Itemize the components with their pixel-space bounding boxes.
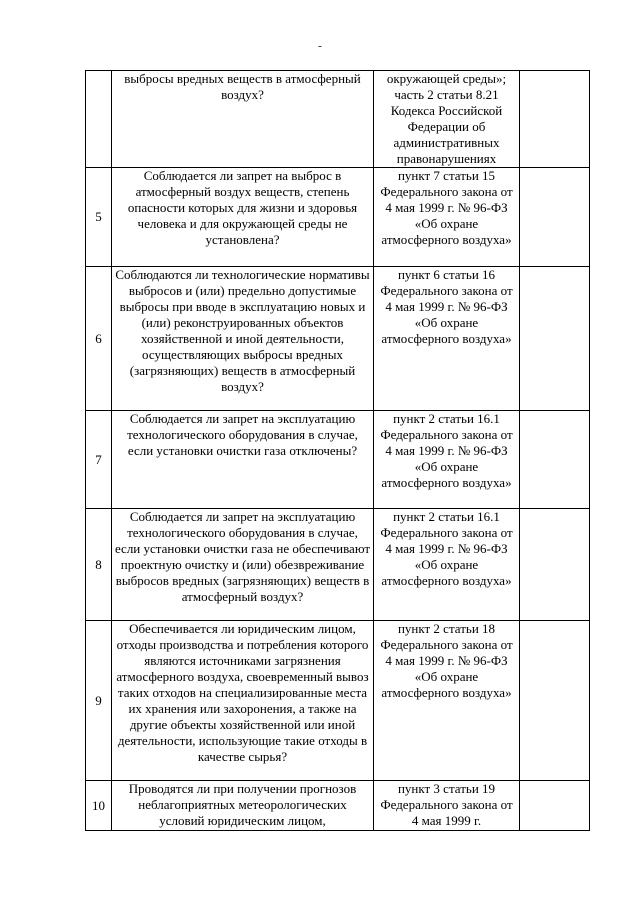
reference-cell: [374, 621, 520, 781]
reference-cell: [374, 509, 520, 621]
answer-cell: [520, 621, 590, 781]
reference-cell: [374, 71, 520, 168]
answer-cell: [520, 267, 590, 411]
question-text: Соблюдается ли запрет на эксплуатацию технологического оборудования в случае, если установки очистки газа отключены?: [127, 411, 358, 458]
table-row: [86, 168, 590, 267]
table-row: [86, 411, 590, 509]
legal-reference-text: пункт 7 статьи 15 Федерального закона от 4 мая 1999 г. № 96-ФЗ «Об охране атмосферного воздуха»: [380, 168, 513, 247]
legal-reference-text: пункт 2 статьи 18 Федерального закона от 4 мая 1999 г. № 96-ФЗ «Об охране атмосферного воздуха»: [380, 621, 513, 700]
legal-reference-text: пункт 2 статьи 16.1 Федерального закона от 4 мая 1999 г. № 96-ФЗ «Об охране атмосферного воздуха»: [380, 411, 513, 490]
reference-cell: [374, 267, 520, 411]
row-number: 6: [86, 267, 112, 411]
question-text: Соблюдается ли запрет на эксплуатацию технологического оборудования в случае, если установки очистки газа не обеспечивают проектную очистку и (или) обезвреживание выбросов вредных (загрязняющих) веществ в атмосферный воздух?: [114, 509, 371, 604]
question-text: Соблюдается ли запрет на выброс в атмосферный воздух веществ, степень опасности которых для жизни и здоровья человека и для окружающей среды не установлена?: [127, 168, 358, 247]
row-number: 10: [86, 781, 112, 831]
question-text: Обеспечивается ли юридическим лицом, отходы производства и потребления которого являются источниками загрязнения атмосферного воздуха, своевременный вывоз таких отходов на специализированные места их хранения или захоронения, а также на другие объекты хозяйственной или иной деятельности, использующие такие отходы в качестве сырья?: [116, 621, 369, 764]
question-cell: [112, 267, 374, 411]
table-row: [86, 621, 590, 781]
reference-cell: [374, 411, 520, 509]
row-number: [86, 71, 112, 168]
row-number: 5: [86, 168, 112, 267]
row-number: 9: [86, 621, 112, 781]
table-row: [86, 71, 590, 168]
question-cell: [112, 621, 374, 781]
row-number: 7: [86, 411, 112, 509]
answer-cell: [520, 781, 590, 831]
answer-cell: [520, 509, 590, 621]
page-header-mark: -: [318, 40, 322, 52]
question-text: выбросы вредных веществ в атмосферный воздух?: [124, 71, 361, 102]
checklist-table: [85, 70, 590, 831]
legal-reference-text: пункт 2 статьи 16.1 Федерального закона от 4 мая 1999 г. № 96-ФЗ «Об охране атмосферного воздуха»: [380, 509, 513, 588]
answer-cell: [520, 71, 590, 168]
question-cell: [112, 71, 374, 168]
legal-reference-text: пункт 3 статьи 19 Федерального закона от 4 мая 1999 г.: [380, 781, 513, 828]
question-cell: [112, 781, 374, 831]
reference-cell: [374, 168, 520, 267]
legal-reference-text: пункт 6 статьи 16 Федерального закона от 4 мая 1999 г. № 96-ФЗ «Об охране атмосферного воздуха»: [380, 267, 513, 346]
question-cell: [112, 168, 374, 267]
question-text: Проводятся ли при получении прогнозов неблагоприятных метеорологических условий юридическим лицом,: [128, 781, 357, 828]
row-number: 8: [86, 509, 112, 621]
question-cell: [112, 509, 374, 621]
question-cell: [112, 411, 374, 509]
answer-cell: [520, 168, 590, 267]
question-text: Соблюдаются ли технологические нормативы выбросов и (или) предельно допустимые выбросы при вводе в эксплуатацию новых и (или) реконструированных объектов хозяйственной и иной деятельности, осуществляющих выбросы вредных (загрязняющих) веществ в атмосферный воздух?: [115, 267, 370, 394]
reference-cell: [374, 781, 520, 831]
table-row: [86, 267, 590, 411]
legal-reference-text: окружающей среды»; часть 2 статьи 8.21 Кодекса Российской Федерации об административных правонарушениях: [386, 71, 507, 166]
answer-cell: [520, 411, 590, 509]
table-row: [86, 781, 590, 831]
table-row: [86, 509, 590, 621]
